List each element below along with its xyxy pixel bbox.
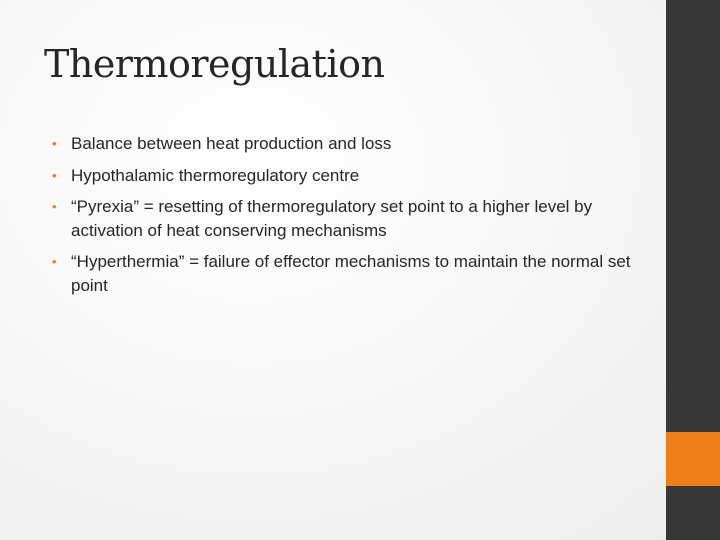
sidebar-accent-block: [666, 432, 720, 486]
bullet-item: [52, 132, 642, 156]
bullet-list: [52, 132, 642, 305]
bullet-icon: •: [52, 167, 57, 183]
bullet-text: “Pyrexia” = resetting of thermoregulatory set point to a higher level by activation of heat conserving mechanisms: [71, 197, 593, 240]
bullet-icon: •: [52, 136, 57, 151]
bullet-icon: •: [52, 254, 57, 269]
bullet-text: Balance between heat production and loss: [71, 134, 392, 153]
slide-title: Thermoregulation: [44, 42, 385, 86]
bullet-text: “Hyperthermia” = failure of effector mechanisms to maintain the normal set point: [71, 252, 631, 295]
bullet-item: [52, 164, 642, 188]
bullet-item: [52, 195, 642, 242]
bullet-item: [52, 250, 642, 297]
bullet-icon: •: [52, 199, 57, 214]
bullet-text: Hypothalamic thermoregulatory centre: [71, 165, 360, 185]
